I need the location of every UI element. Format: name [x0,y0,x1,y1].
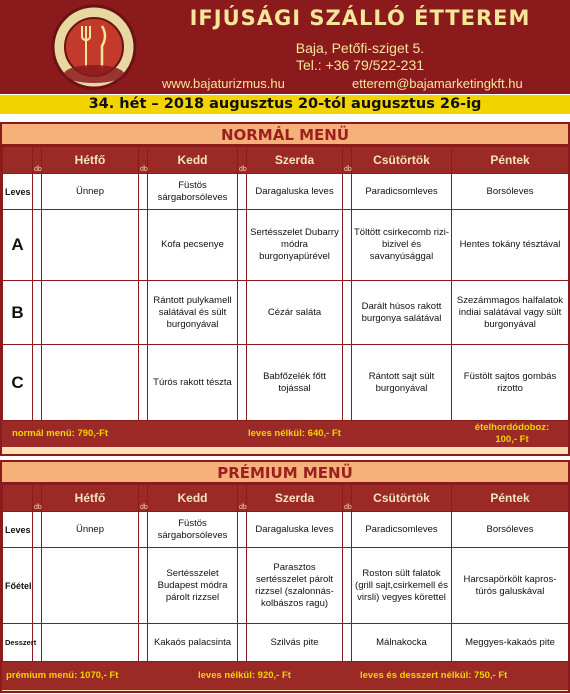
day-header: Kedd [148,485,238,512]
table-row [3,624,569,662]
day-header: Kedd [148,147,238,174]
db-cell[interactable] [238,210,247,281]
day-header: Szerda [247,485,343,512]
menu-cell: Kofa pecsenye [148,210,238,281]
day-header: Péntek [452,485,569,512]
row-label: Főétel [3,548,33,624]
restaurant-logo-icon [46,4,142,90]
menu-cell: Paradicsomleves [352,174,452,210]
menu-cell: Málnakocka [352,624,452,662]
table-row [3,548,569,624]
db-label: db [343,485,352,512]
row-label: Leves [3,174,33,210]
premium-menu-table [2,484,569,662]
normal-menu-footer [2,421,568,447]
menu-cell: Darált húsos rakott burgonya salátával [352,281,452,345]
db-label: db [33,147,42,174]
db-label: db [238,485,247,512]
db-cell[interactable] [238,624,247,662]
food-box-label: ételhordódoboz: [474,422,550,433]
restaurant-title: IFJÚSÁGI SZÁLLÓ ÉTTEREM [189,6,531,30]
menu-cell [42,345,139,421]
restaurant-header [0,0,570,94]
menu-cell: Paradicsomleves [352,512,452,548]
menu-cell: Sertésszelet Dubarry módra burgonyapürével [247,210,343,281]
menu-cell: Túrós rakott tészta [148,345,238,421]
table-row [3,210,569,281]
db-cell[interactable] [238,548,247,624]
db-label: db [238,147,247,174]
restaurant-email-link[interactable]: etterem@bajamarketingkft.hu [352,76,523,91]
normal-no-soup-price: leves nélkül: 640,- Ft [248,428,341,439]
menu-cell: Füstölt sajtos gombás rizotto [452,345,569,421]
db-cell[interactable] [343,512,352,548]
corner-cell [3,485,33,512]
db-cell[interactable] [139,345,148,421]
db-label: db [343,147,352,174]
table-row [3,512,569,548]
db-cell[interactable] [238,281,247,345]
premium-no-soup-price: leves nélkül: 920,- Ft [198,670,291,681]
db-cell[interactable] [343,548,352,624]
day-header-row [3,147,569,174]
db-label: db [139,485,148,512]
day-header: Hétfő [42,147,139,174]
menu-cell: Cézár saláta [247,281,343,345]
table-row [3,345,569,421]
db-cell[interactable] [343,281,352,345]
table-row [3,174,569,210]
db-cell[interactable] [238,512,247,548]
menu-cell: Borsóleves [452,174,569,210]
db-label: db [139,147,148,174]
premium-menu-price: prémium menü: 1070,- Ft [6,670,119,681]
db-cell[interactable] [33,210,42,281]
normal-menu-section [0,122,570,456]
menu-cell [42,210,139,281]
db-cell[interactable] [139,548,148,624]
db-cell[interactable] [33,174,42,210]
day-header: Szerda [247,147,343,174]
food-box-value: 100,- Ft [495,434,529,445]
db-cell[interactable] [343,210,352,281]
row-label: Desszert [3,624,33,662]
db-cell[interactable] [33,281,42,345]
premium-menu-section [0,460,570,693]
menu-cell [42,281,139,345]
db-cell[interactable] [33,345,42,421]
menu-cell: Szilvás pite [247,624,343,662]
menu-cell: Borsóleves [452,512,569,548]
normal-menu-table [2,146,569,421]
menu-cell: Rántott pulykamell salátával és sült burgonyával [148,281,238,345]
db-cell[interactable] [139,281,148,345]
normal-menu-price: normál menü: 790,-Ft [12,428,109,439]
row-label: C [3,345,33,421]
restaurant-website-link[interactable]: www.bajaturizmus.hu [162,76,285,91]
db-cell[interactable] [139,210,148,281]
menu-cell: Harcsapörkölt kapros-túrós galuskával [452,548,569,624]
restaurant-address: Baja, Petőfi-sziget 5. [295,40,425,56]
menu-cell: Hentes tokány tésztával [452,210,569,281]
menu-cell: Roston sült falatok (grill sajt,csirkemell és virsli) vegyes körettel [352,548,452,624]
db-cell[interactable] [33,548,42,624]
menu-cell: Parasztos sertésszelet párolt rizzsel (szalonnás-kolbászos ragu) [247,548,343,624]
menu-cell: Rántott sajt sült burgonyával [352,345,452,421]
row-label: B [3,281,33,345]
menu-cell: Ünnep [42,174,139,210]
db-cell[interactable] [343,345,352,421]
db-cell[interactable] [343,174,352,210]
db-cell[interactable] [139,512,148,548]
menu-cell: Szezámmagos halfalatok indiai salátával vagy sült burgonyával [452,281,569,345]
premium-no-soup-dessert-price: leves és desszert nélkül: 750,- Ft [360,670,508,681]
db-cell[interactable] [343,624,352,662]
menu-cell: Sertésszelet Budapest módra párolt rizzsel [148,548,238,624]
db-cell[interactable] [238,345,247,421]
db-cell[interactable] [33,512,42,548]
premium-menu-title: PRÉMIUM MENÜ [2,462,568,484]
menu-cell: Töltött csirkecomb rizi-bizivel és savanyúsággal [352,210,452,281]
table-row [3,281,569,345]
row-label: Leves [3,512,33,548]
row-label: A [3,210,33,281]
corner-cell [3,147,33,174]
menu-cell: Ünnep [42,512,139,548]
day-header: Csütörtök [352,485,452,512]
restaurant-phone: Tel.: +36 79/522-231 [295,57,425,73]
db-label: db [33,485,42,512]
menu-cell [42,548,139,624]
premium-menu-footer [2,662,568,690]
menu-cell: Daragaluska leves [247,512,343,548]
menu-cell: Füstös sárgaborsóleves [148,174,238,210]
db-cell[interactable] [238,174,247,210]
menu-cell: Kakaós palacsinta [148,624,238,662]
week-banner: 34. hét – 2018 augusztus 20-tól augusztus 26-ig [0,95,570,114]
normal-menu-title: NORMÁL MENÜ [2,124,568,146]
menu-cell: Füstös sárgaborsóleves [148,512,238,548]
menu-cell: Babfőzelék főtt tojással [247,345,343,421]
menu-cell [42,624,139,662]
db-cell[interactable] [139,174,148,210]
menu-cell: Meggyes-kakaós pite [452,624,569,662]
day-header-row [3,485,569,512]
menu-cell: Daragaluska leves [247,174,343,210]
db-cell[interactable] [139,624,148,662]
food-box-price [460,422,564,446]
day-header: Hétfő [42,485,139,512]
day-header: Csütörtök [352,147,452,174]
day-header: Péntek [452,147,569,174]
